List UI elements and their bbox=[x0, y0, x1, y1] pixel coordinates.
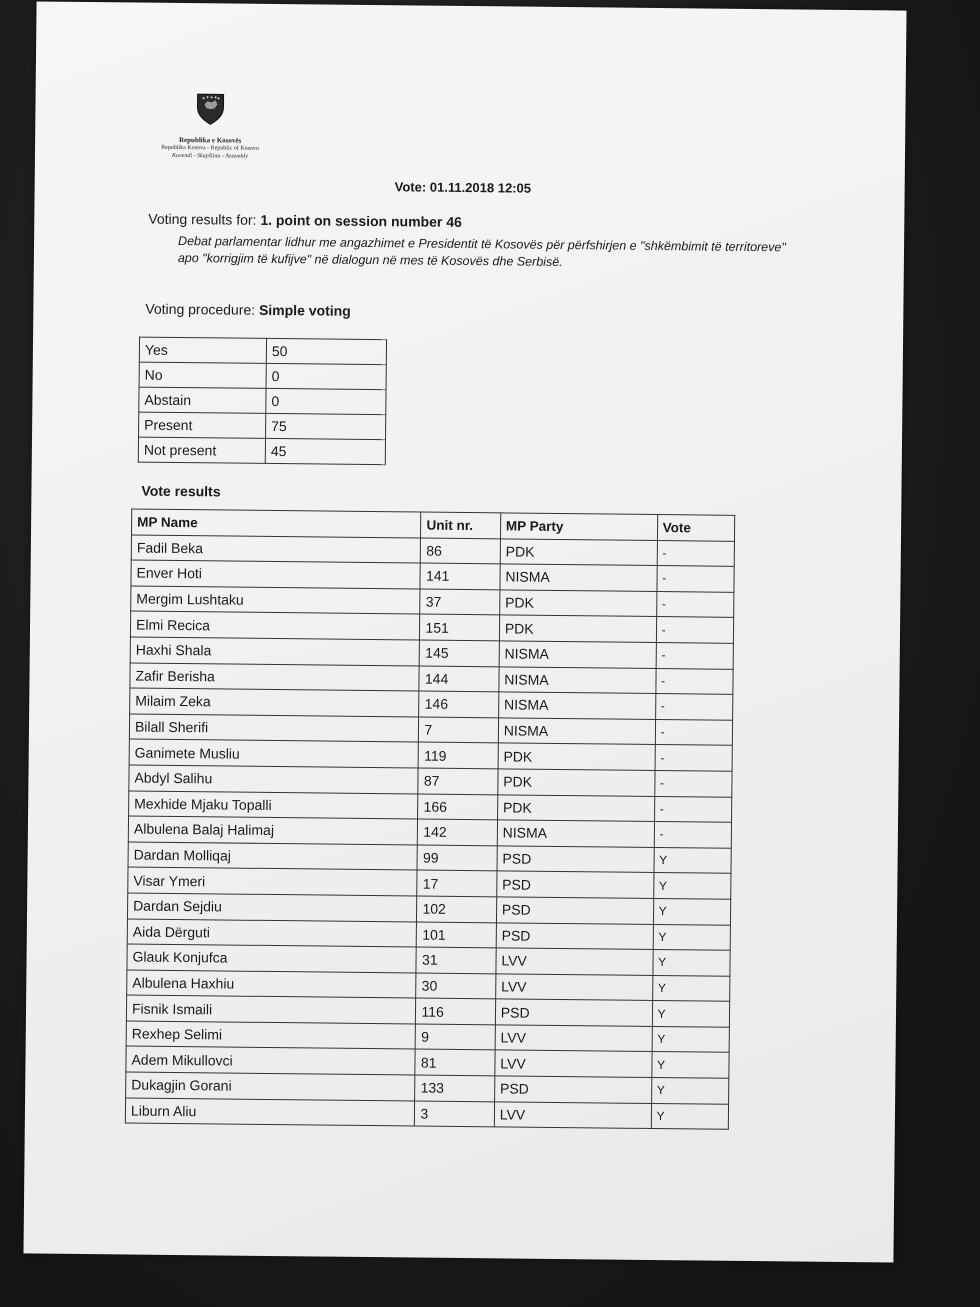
institution-line: Republika Kosova - Republic of Kosovo bbox=[161, 144, 259, 152]
procedure-label: Voting procedure: bbox=[145, 300, 256, 318]
summary-value: 75 bbox=[266, 413, 386, 439]
mp-party-cell: PSD bbox=[495, 999, 652, 1026]
voting-procedure bbox=[145, 301, 351, 319]
mp-party-cell: PDK bbox=[498, 743, 655, 770]
mp-party-cell: LVV bbox=[494, 1101, 651, 1128]
unit-nr-cell: 9 bbox=[416, 1024, 496, 1050]
summary-value: 0 bbox=[266, 363, 386, 389]
unit-nr-cell: 30 bbox=[416, 973, 496, 999]
unit-nr-cell: 141 bbox=[420, 563, 500, 589]
vote-cell: - bbox=[655, 668, 733, 694]
unit-nr-cell: 142 bbox=[418, 819, 498, 845]
mp-party-cell: PSD bbox=[497, 871, 654, 898]
unit-nr-cell: 145 bbox=[420, 640, 500, 666]
mp-name-cell: Fadil Beka bbox=[131, 535, 421, 564]
summary-label: No bbox=[139, 362, 266, 388]
vote-cell: Y bbox=[652, 1001, 730, 1027]
mp-name-cell: Albulena Balaj Halimaj bbox=[128, 816, 418, 845]
column-header-party: MP Party bbox=[500, 513, 657, 540]
mp-party-cell: LVV bbox=[495, 1050, 652, 1077]
mp-name-cell: Zafir Berisha bbox=[130, 663, 420, 692]
summary-label: Not present bbox=[138, 437, 265, 463]
mp-name-cell: Enver Hoti bbox=[131, 560, 421, 589]
mp-name-cell: Fisnik Ismaili bbox=[126, 995, 416, 1024]
vote-cell: - bbox=[654, 770, 732, 796]
mp-name-cell: Mergim Lushtaku bbox=[131, 586, 421, 615]
vote-cell: Y bbox=[652, 975, 730, 1001]
table-row bbox=[125, 1098, 728, 1130]
vote-cell: Y bbox=[651, 1103, 729, 1129]
mp-name-cell: Bilall Sherifi bbox=[129, 714, 419, 743]
mp-name-cell: Glauk Konjufca bbox=[127, 944, 417, 973]
column-header-name: MP Name bbox=[132, 509, 422, 538]
mp-party-cell: LVV bbox=[496, 948, 653, 975]
results-for-value: 1. point on session number 46 bbox=[260, 211, 462, 230]
mp-party-cell: NISMA bbox=[499, 666, 656, 693]
summary-label: Present bbox=[139, 412, 266, 438]
mp-name-cell: Dardan Molliqaj bbox=[128, 842, 418, 871]
mp-party-cell: PSD bbox=[494, 1076, 651, 1103]
mp-party-cell: PSD bbox=[496, 897, 653, 924]
unit-nr-cell: 116 bbox=[416, 998, 496, 1024]
vote-cell: - bbox=[655, 745, 733, 771]
mp-name-cell: Adem Mikullovci bbox=[126, 1046, 416, 1075]
assembly-header bbox=[135, 91, 286, 162]
vote-cell: - bbox=[656, 617, 734, 643]
mp-name-cell: Liburn Aliu bbox=[125, 1098, 415, 1127]
mp-party-cell: NISMA bbox=[498, 692, 655, 719]
summary-row bbox=[139, 387, 386, 415]
summary-value: 45 bbox=[265, 438, 385, 464]
mp-party-cell: LVV bbox=[495, 1025, 652, 1052]
mp-name-cell: Mexhide Mjaku Topalli bbox=[129, 791, 419, 820]
institution-line: Republika e Kosovës bbox=[178, 135, 242, 145]
mp-party-cell: NISMA bbox=[500, 564, 657, 591]
column-header-unit: Unit nr. bbox=[421, 512, 501, 538]
institution-line: Kuvendi - Skupština - Assembly bbox=[171, 152, 248, 160]
summary-label: Abstain bbox=[139, 387, 266, 413]
unit-nr-cell: 119 bbox=[419, 742, 499, 768]
mp-name-cell: Visar Ymeri bbox=[128, 867, 418, 896]
unit-nr-cell: 166 bbox=[418, 794, 498, 820]
unit-nr-cell: 86 bbox=[421, 538, 501, 564]
unit-nr-cell: 7 bbox=[419, 717, 499, 743]
unit-nr-cell: 31 bbox=[416, 947, 496, 973]
agenda-description: Debat parlamentar lidhur me angazhimet e Presidentit të Kosovës për përfshirjen e "shkëmbimit të territoreve" apo "korrigjim të kufijve" në dialogun në mes të Kosovës dhe Serbisë. bbox=[177, 233, 786, 270]
mp-name-cell: Ganimete Musliu bbox=[129, 739, 419, 768]
unit-nr-cell: 102 bbox=[417, 896, 497, 922]
unit-nr-cell: 87 bbox=[418, 768, 498, 794]
mp-name-cell: Abdyl Salihu bbox=[129, 765, 419, 794]
vote-datetime: Vote: 01.11.2018 12:05 bbox=[394, 179, 532, 196]
vote-cell: - bbox=[656, 642, 734, 668]
mp-name-cell: Haxhi Shala bbox=[130, 637, 420, 666]
mp-party-cell: PDK bbox=[500, 590, 657, 617]
document-page bbox=[23, 1, 906, 1262]
vote-results-title: Vote results bbox=[141, 482, 221, 500]
vote-cell: Y bbox=[653, 924, 731, 950]
vote-cell: - bbox=[654, 796, 732, 822]
vote-cell: Y bbox=[653, 898, 731, 924]
mp-party-cell: NISMA bbox=[498, 718, 655, 745]
unit-nr-cell: 37 bbox=[420, 589, 500, 615]
mp-party-cell: PDK bbox=[497, 794, 654, 821]
summary-value: 50 bbox=[266, 338, 386, 364]
vote-cell: - bbox=[654, 822, 732, 848]
mp-party-cell: LVV bbox=[495, 974, 652, 1001]
vote-rows bbox=[125, 535, 734, 1130]
unit-nr-cell: 133 bbox=[415, 1075, 495, 1101]
results-for-label: Voting results for: bbox=[148, 210, 257, 228]
vote-cell: Y bbox=[654, 847, 732, 873]
mp-party-cell: PSD bbox=[496, 922, 653, 949]
summary-row bbox=[139, 412, 386, 440]
vote-cell: Y bbox=[651, 1078, 729, 1104]
vote-cell: - bbox=[655, 694, 733, 720]
vote-cell: Y bbox=[653, 950, 731, 976]
mp-party-cell: PDK bbox=[498, 769, 655, 796]
vote-cell: Y bbox=[653, 873, 731, 899]
mp-party-cell: PDK bbox=[500, 538, 657, 565]
unit-nr-cell: 146 bbox=[419, 691, 499, 717]
unit-nr-cell: 17 bbox=[417, 870, 497, 896]
vote-cell: - bbox=[656, 591, 734, 617]
summary-row bbox=[139, 337, 386, 365]
mp-party-cell: NISMA bbox=[497, 820, 654, 847]
vote-cell: Y bbox=[651, 1052, 729, 1078]
procedure-value: Simple voting bbox=[258, 301, 351, 319]
vote-cell: - bbox=[655, 719, 733, 745]
summary-value: 0 bbox=[266, 388, 386, 414]
vote-cell: - bbox=[657, 540, 735, 566]
mp-name-cell: Milaim Zeka bbox=[130, 688, 420, 717]
column-header-vote: Vote bbox=[657, 515, 735, 541]
mp-party-cell: PSD bbox=[497, 846, 654, 873]
unit-nr-cell: 144 bbox=[419, 666, 499, 692]
vote-cell: - bbox=[657, 566, 735, 592]
unit-nr-cell: 81 bbox=[415, 1049, 495, 1075]
vote-cell: Y bbox=[652, 1026, 730, 1052]
vote-results-table bbox=[125, 508, 735, 1130]
kosovo-emblem-icon bbox=[195, 91, 225, 125]
summary-row bbox=[139, 362, 386, 390]
unit-nr-cell: 3 bbox=[415, 1101, 495, 1127]
mp-name-cell: Dukagjin Gorani bbox=[126, 1072, 416, 1101]
mp-name-cell: Aida Dërguti bbox=[127, 918, 417, 947]
results-for bbox=[148, 211, 462, 230]
unit-nr-cell: 99 bbox=[417, 845, 497, 871]
mp-name-cell: Dardan Sejdiu bbox=[127, 893, 417, 922]
summary-row bbox=[138, 437, 385, 465]
summary-table bbox=[138, 337, 387, 466]
mp-party-cell: PDK bbox=[499, 615, 656, 642]
unit-nr-cell: 101 bbox=[417, 922, 497, 948]
mp-name-cell: Elmi Recica bbox=[130, 611, 420, 640]
mp-party-cell: NISMA bbox=[499, 641, 656, 668]
summary-label: Yes bbox=[139, 337, 266, 363]
mp-name-cell: Rexhep Selimi bbox=[126, 1021, 416, 1050]
unit-nr-cell: 151 bbox=[420, 614, 500, 640]
mp-name-cell: Albulena Haxhiu bbox=[127, 970, 417, 999]
